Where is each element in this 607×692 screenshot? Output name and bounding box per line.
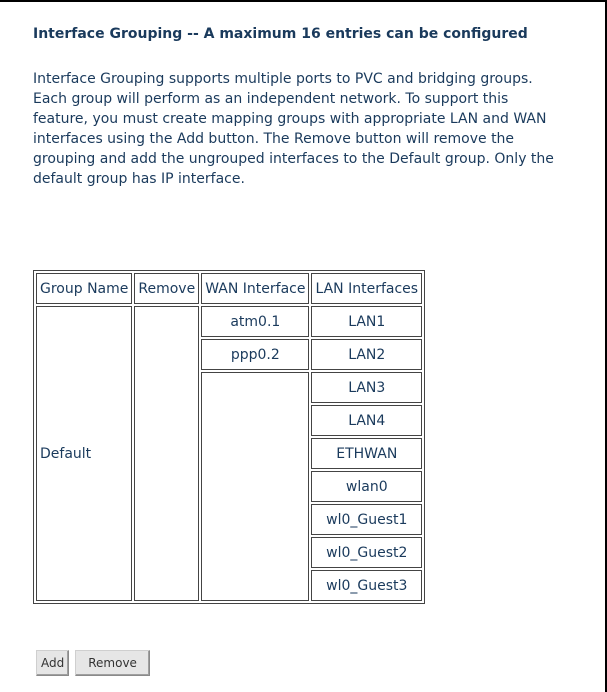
wan-interface-empty-cell: [201, 372, 309, 601]
remove-cell: [134, 306, 199, 601]
header-wan-interface: WAN Interface: [201, 273, 309, 304]
page-description: Interface Grouping supports multiple ports to PVC and bridging groups. Each group will perform as an independent network. To support this feature, you must create mapping groups with appropriate LAN and WAN interfaces using the Add button. The Remove button will remove the grouping and add the ungrouped interfaces to the Default group. Only the default group has IP interface.: [33, 71, 554, 187]
lan-interface-cell: LAN4: [311, 405, 422, 436]
header-group-name: Group Name: [36, 273, 132, 304]
lan-interface-cell: wl0_Guest1: [311, 504, 422, 535]
action-buttons: [36, 650, 156, 676]
main-content: [33, 24, 573, 189]
remove-button[interactable]: Remove: [75, 650, 150, 676]
wan-interface-cell: ppp0.2: [201, 339, 309, 370]
wan-interface-cell: atm0.1: [201, 306, 309, 337]
add-button[interactable]: Add: [36, 650, 69, 676]
interface-grouping-table: [33, 270, 425, 604]
lan-interface-cell: wl0_Guest2: [311, 537, 422, 568]
table-row: [36, 306, 422, 337]
lan-interface-cell: LAN1: [311, 306, 422, 337]
lan-interface-cell: ETHWAN: [311, 438, 422, 469]
lan-interface-cell: LAN2: [311, 339, 422, 370]
table-header-row: [36, 273, 422, 304]
window-top-border: [0, 0, 607, 2]
header-lan-interfaces: LAN Interfaces: [311, 273, 422, 304]
page-title: Interface Grouping -- A maximum 16 entries can be configured: [33, 26, 528, 42]
header-remove: Remove: [134, 273, 199, 304]
group-name-cell: Default: [36, 306, 132, 601]
lan-interface-cell: wl0_Guest3: [311, 570, 422, 601]
lan-interface-cell: wlan0: [311, 471, 422, 502]
lan-interface-cell: LAN3: [311, 372, 422, 403]
